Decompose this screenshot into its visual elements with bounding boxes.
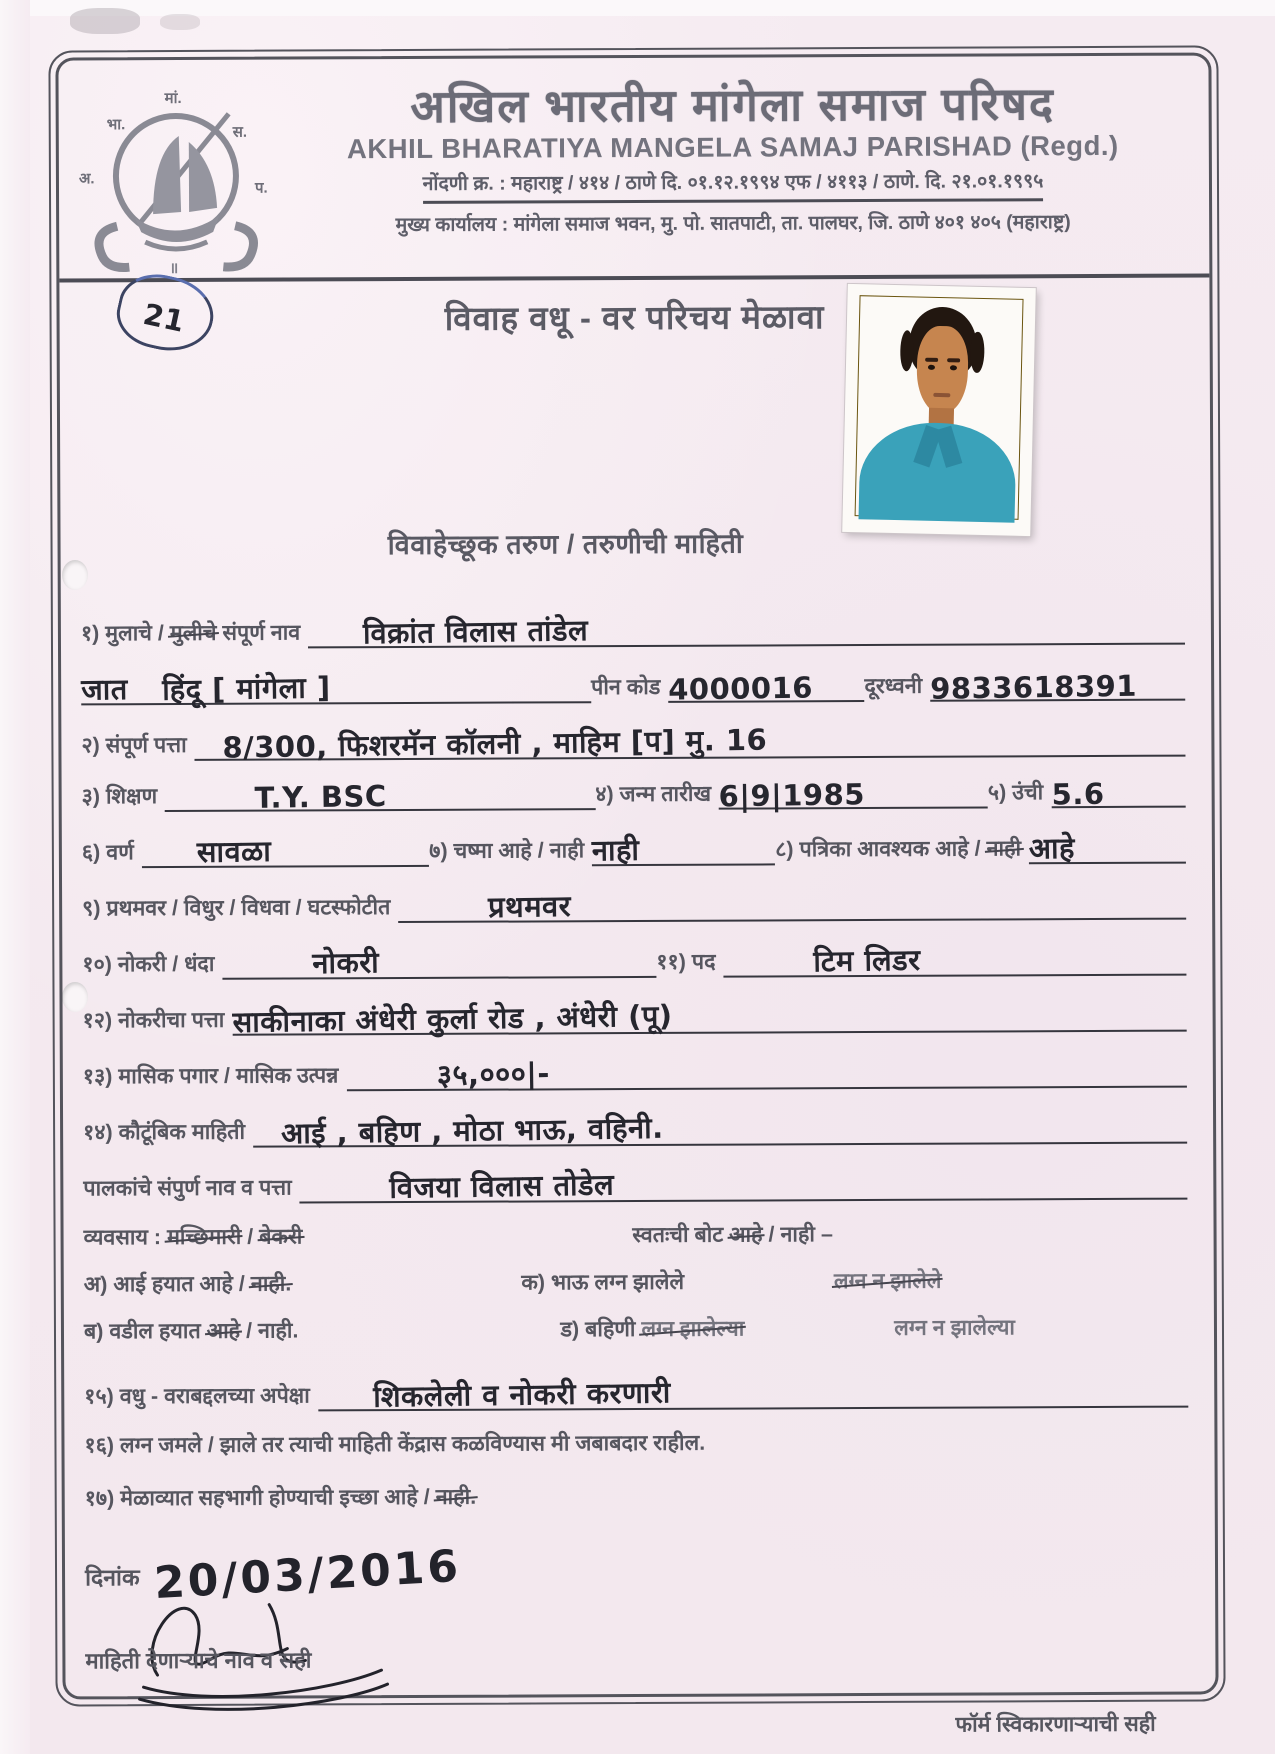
birth-date-value: 6|9|1985 (718, 777, 866, 814)
photo-image (855, 295, 1024, 520)
field-address (81, 716, 1185, 765)
willing-struck: नाही. (435, 1484, 477, 1509)
complexion-value: सावळा (196, 833, 272, 870)
scan-artifact (70, 8, 140, 34)
field-family-info (83, 1103, 1187, 1149)
address-label: २) संपूर्ण पत्ता (81, 732, 187, 758)
event-title-row (59, 277, 1209, 358)
business-struck-1: मच्छिमारी (166, 1224, 242, 1250)
phone-value: 9833618391 (929, 668, 1138, 706)
date-label: दिनांक (84, 1563, 140, 1590)
registration-line: नोंदणी क्र. : महाराष्ट्र / ४१४ / ठाणे दि. ०१.१२.१९९४ एफ / ४११३ / ठाणे. दि. २१.०१.१९९५ (422, 166, 1043, 204)
logo-letter: अ. (78, 170, 95, 188)
work-address-value: साकीनाका अंधेरी कुर्ला रोड , अंधेरी (पू) (232, 998, 673, 1040)
field-salary (83, 1047, 1187, 1093)
expectations-value: शिकलेली व नोकरी करणारी (372, 1375, 671, 1414)
mother-alive-label: अ) आई हयात आहे / (83, 1271, 245, 1297)
organization-logo (73, 82, 280, 279)
field-declaration (84, 1426, 1188, 1460)
field-business-boat (84, 1218, 1188, 1252)
field-father-sisters (84, 1312, 1188, 1346)
horoscope-value: आहे (1028, 830, 1076, 866)
education-value: T.Y. BSC (254, 778, 388, 815)
letterhead (58, 55, 1209, 282)
photo-face (915, 326, 969, 415)
field-mother-brothers (84, 1265, 1188, 1299)
complexion-label: ६) वर्ण (81, 840, 134, 865)
name-label-struck: मुलीचे (169, 620, 217, 646)
form-fields (61, 558, 1216, 1742)
business-separator: / (247, 1224, 254, 1249)
sisters-unmarried-option: लग्न न झालेल्या (894, 1315, 1016, 1340)
phone-label: दूरध्वनी (864, 673, 923, 699)
spectacles-label: ७) चष्मा आहे / नाही (429, 838, 585, 863)
field-expectations (84, 1367, 1188, 1413)
form-border-frame (48, 45, 1225, 1737)
org-name-devanagari: अखिल भारतीय मांगेला समाज परिषद (410, 78, 1055, 132)
logo-bottom-mark: ॥ (169, 259, 179, 278)
applicant-photo (842, 284, 1036, 536)
guardian-label: पालकांचे संपुर्ण नाव व पत्ता (83, 1175, 292, 1201)
field-full-name (81, 604, 1185, 650)
name-label-post: संपूर्ण नाव (222, 620, 301, 645)
scan-edge-top (0, 0, 1275, 16)
informant-signature-label: माहिती देणाऱ्याचे नाव व सही (85, 1647, 312, 1674)
own-boat-label: स्वतःची बोट (632, 1222, 724, 1248)
family-info-value: आई , बहिण , मोठा भाऊ, वहिनी. (280, 1110, 664, 1151)
education-label: ३) शिक्षण (81, 784, 158, 809)
field-guardian (83, 1159, 1187, 1205)
scan-edge-left (0, 0, 30, 1754)
guardian-value: विजया विलास तोडेल (389, 1167, 615, 1205)
salary-label: १३) मासिक पगार / मासिक उत्पन्न (82, 1063, 339, 1089)
salary-value: ३५,०००|- (436, 1056, 550, 1092)
height-label: ५) उंची (987, 780, 1044, 805)
field-willingness (85, 1479, 1189, 1513)
head-office-line: मुख्य कार्यालय : मांगेला समाज भवन, मु. पो. सातपाटी, ता. पालघर, जि. ठाणे ४०१ ४०५ (महाराष्ट्र) (395, 211, 1071, 237)
occupation-label: १०) नोकरी / धंदा (82, 951, 215, 977)
horoscope-label-struck: नाही (986, 836, 1022, 861)
horoscope-label: ८) पत्रिका आवश्यक आहे / (775, 836, 981, 862)
scan-artifact (160, 14, 200, 30)
mother-alive-struck: नाही. (250, 1271, 292, 1296)
occupation-value: नोकरी (312, 945, 380, 981)
org-name-english: AKHIL BHARATIYA MANGELA SAMAJ PARISHAD (Regd.) (346, 130, 1119, 165)
work-address-label: १२) नोकरीचा पत्ता (82, 1007, 225, 1033)
brothers-unmarried-option-struck: लग्न न झालेले (834, 1266, 942, 1295)
photo-brow (925, 358, 939, 362)
name-label: १) मुलाचे / (80, 621, 164, 646)
business-struck-2: बेकरी (259, 1224, 303, 1249)
informant-signature-zone (85, 1597, 1189, 1710)
father-alive-label-post: / नाही. (245, 1318, 299, 1343)
date-value: 20/03/2016 (152, 1540, 462, 1610)
designation-label: ११) पद (656, 949, 716, 974)
logo-letter: मां. (164, 89, 182, 108)
field-occupation-designation (82, 935, 1186, 981)
photo-shirt (859, 421, 1017, 523)
sisters-married-struck: लग्न झालेल्या (641, 1316, 745, 1341)
business-label: व्यवसाय : (83, 1225, 162, 1250)
birth-date-label: ४) जन्म तारीख (595, 781, 712, 807)
photo-collar (934, 425, 962, 468)
photo-mouth (933, 393, 951, 397)
field-education-dob-height (82, 772, 1186, 813)
event-title: विवाह वधू - वर परिचय मेळावा (444, 298, 825, 337)
sisters-married-label: ड) बहिणी (560, 1317, 636, 1342)
form-body (55, 52, 1218, 1737)
designation-value: टिम लिडर (813, 942, 921, 979)
own-boat-struck: आहे (729, 1222, 763, 1247)
address-value: 8/300, फिशरमॅन कॉलनी , माहिम [प] मु. 16 (222, 722, 768, 765)
photo-brow (947, 358, 961, 362)
name-value: विक्रांत विलास तांडेल (362, 613, 589, 651)
logo-letter: स. (232, 123, 248, 141)
father-alive-label: ब) वडील हयात (83, 1318, 201, 1344)
marital-status-value: प्रथमवर (488, 888, 572, 925)
father-alive-struck: आहे (206, 1318, 241, 1343)
field-work-address (82, 991, 1187, 1040)
pincode-label: पीन कोड (591, 674, 661, 700)
field-complexion-specs-horoscope (82, 823, 1186, 869)
family-info-label: १४) कौटूंबिक माहिती (83, 1119, 246, 1145)
photo-eye (950, 365, 957, 370)
expectations-label: १५) वधु - वराबद्दलच्या अपेक्षा (84, 1383, 310, 1409)
declaration-text: १६) लग्न जमले / झाले तर त्याची माहिती केंद्रास कळविण्यास मी जबाबदार राहील. (84, 1430, 706, 1458)
caste-label-handwritten: जात (80, 671, 128, 707)
sailboat-emblem-icon (83, 92, 270, 269)
letterhead-text (279, 78, 1196, 248)
height-value: 5.6 (1050, 776, 1105, 812)
caste-value: हिंदू [ मांगेला ] (161, 670, 331, 707)
spectacles-value: नाही (591, 832, 641, 868)
pincode-value: 4000016 (668, 670, 814, 707)
field-caste-pin-phone (81, 660, 1185, 706)
field-marital-status (82, 879, 1186, 925)
brothers-married-label: क) भाऊ लग्न झालेले (521, 1269, 685, 1295)
logo-letter: प. (254, 179, 268, 197)
serial-number: 21 (140, 296, 189, 339)
photo-eye (928, 365, 935, 370)
receiver-signature-label: फॉर्म स्विकारणाऱ्याची सही (955, 1711, 1156, 1737)
section-title: विवाहेच्छूक तरुण / तरुणीची माहिती (387, 528, 744, 561)
own-boat-label-post: / नाही – (768, 1222, 833, 1247)
logo-letter: भा. (106, 116, 126, 134)
marital-status-label: ९) प्रथमवर / विधुर / विधवा / घटस्फोटीत (82, 895, 391, 921)
willing-label: १७) मेळाव्यात सहभागी होण्याची इच्छा आहे / (84, 1484, 430, 1511)
